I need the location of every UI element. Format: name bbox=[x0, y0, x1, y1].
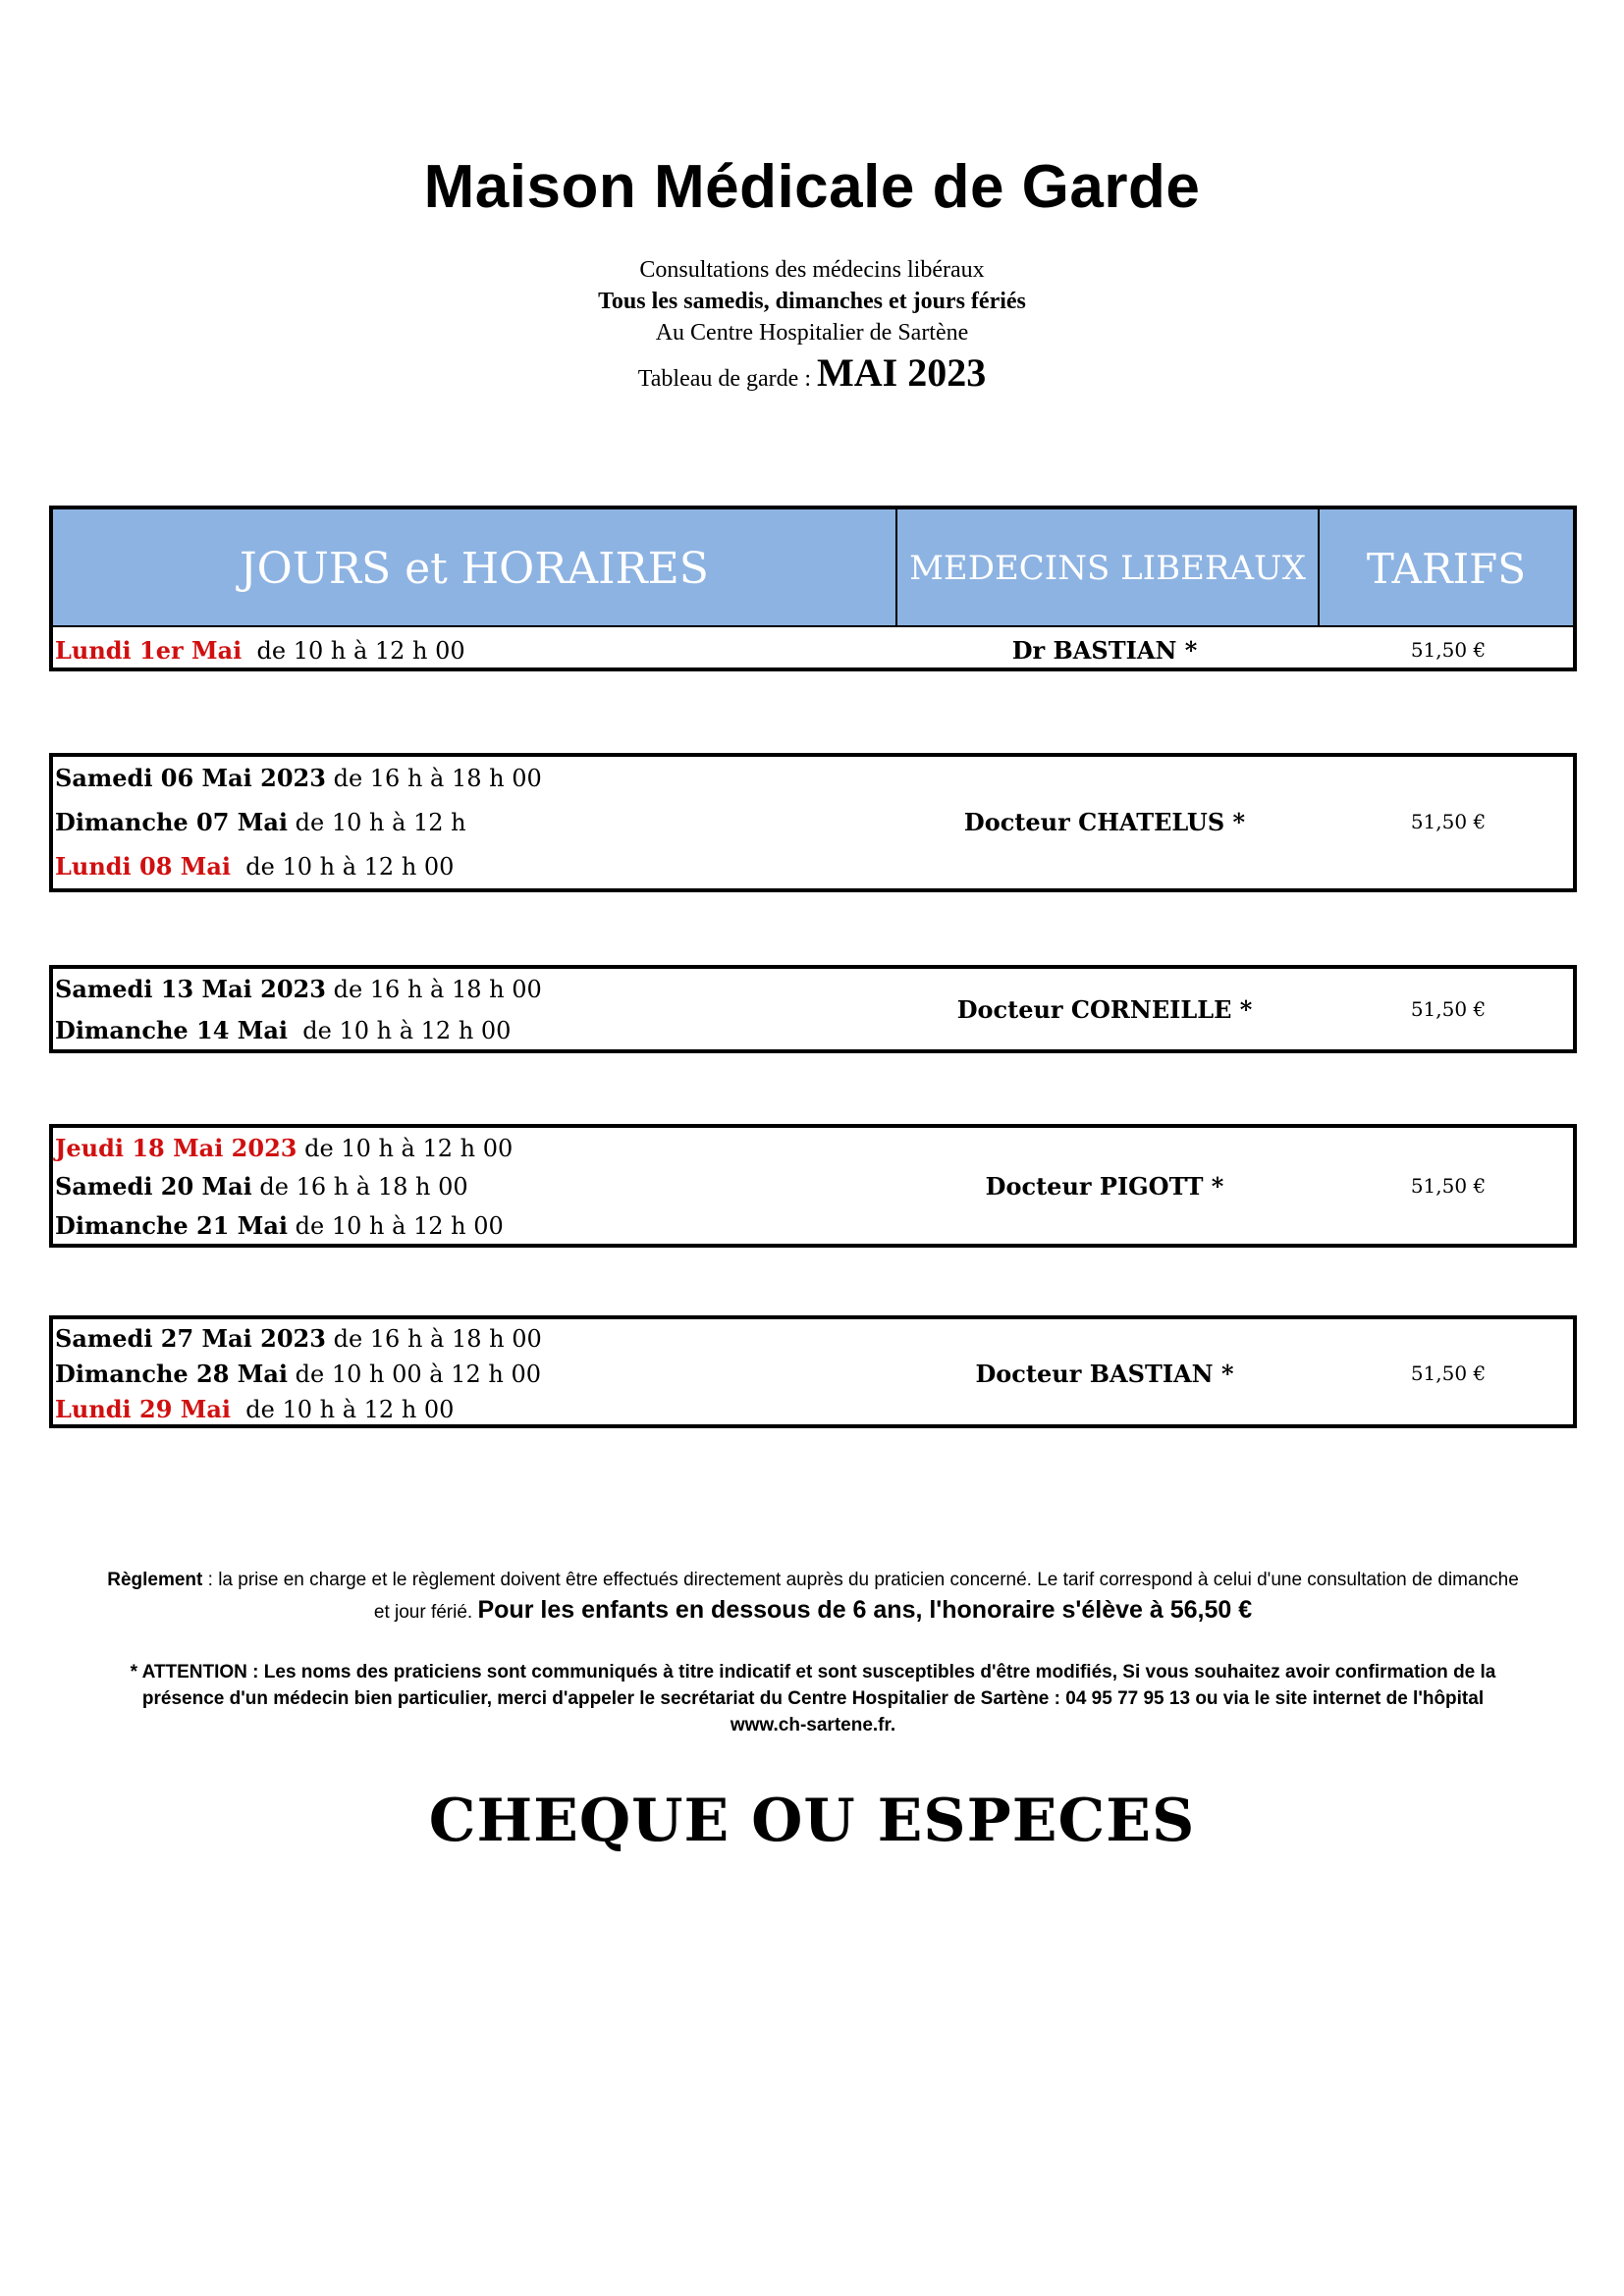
schedule-day: Samedi 20 Mai bbox=[55, 1172, 252, 1201]
schedule-time: de 10 h à 12 h 00 bbox=[288, 1017, 512, 1044]
payment-methods: CHEQUE OU ESPECES bbox=[428, 1787, 1196, 1855]
payment-note-text2: et jour férié. bbox=[373, 1602, 478, 1623]
schedule-time: de 10 h à 12 h 00 bbox=[231, 853, 455, 881]
tarif-value: 51,50 € bbox=[1410, 1362, 1487, 1385]
schedule-line bbox=[55, 764, 542, 792]
schedule-time: de 10 h à 12 h 00 bbox=[231, 1396, 455, 1423]
schedule-day: Lundi 29 Mai bbox=[55, 1395, 232, 1423]
schedule-time: de 10 h à 12 h 00 bbox=[288, 1212, 504, 1240]
schedule-time: de 10 h 00 à 12 h 00 bbox=[288, 1361, 541, 1388]
schedule-time: de 16 h à 18 h 00 bbox=[251, 1173, 468, 1201]
tarif-value: 51,50 € bbox=[1410, 997, 1487, 1021]
schedule-line bbox=[55, 636, 465, 665]
payment-note-line2 bbox=[49, 1595, 1577, 1628]
schedule-day: Dimanche 28 Mai bbox=[55, 1360, 288, 1388]
column-header-days: JOURS et HORAIRES bbox=[53, 509, 897, 627]
doctor-name: Docteur BASTIAN * bbox=[975, 1360, 1234, 1388]
schedule-line bbox=[55, 1016, 511, 1044]
attention-note bbox=[69, 1659, 1557, 1738]
schedule-line bbox=[55, 975, 542, 1003]
payment-note-line1 bbox=[49, 1566, 1577, 1595]
schedule-day: Lundi 1er Mai bbox=[55, 636, 243, 665]
schedule-line bbox=[55, 1172, 468, 1201]
tarif-value: 51,50 € bbox=[1410, 1174, 1487, 1198]
schedule-time: de 10 h à 12 h 00 bbox=[242, 637, 465, 665]
doctor-name: Docteur CORNEILLE * bbox=[956, 995, 1253, 1024]
header-divider bbox=[53, 625, 1573, 627]
schedule-day: Dimanche 07 Mai bbox=[55, 808, 288, 836]
column-header-doctors: MEDECINS LIBERAUX bbox=[897, 509, 1320, 627]
payment-note bbox=[49, 1566, 1577, 1628]
schedule-day: Lundi 08 Mai bbox=[55, 852, 232, 881]
payment-note-text: : la prise en charge et le règlement doivent être effectués directement auprès du praticien concerné. Le tarif correspond à celui d'une consultation de dimanche bbox=[202, 1570, 1519, 1590]
schedule-line bbox=[55, 1395, 454, 1423]
schedule-line bbox=[55, 1211, 504, 1240]
attention-line2: présence d'un médecin bien particulier, merci d'appeler le secrétariat du Centre Hospitalier de Sartène : 04 95 77 95 13 ou via le site internet de l'hôpital bbox=[141, 1688, 1485, 1709]
page-title: Maison Médicale de Garde bbox=[423, 153, 1201, 221]
subtitle-consultations: Consultations des médecins libéraux bbox=[639, 257, 985, 283]
schedule-day: Samedi 06 Mai 2023 bbox=[55, 764, 326, 792]
schedule-month-prefix: Tableau de garde : bbox=[637, 366, 817, 392]
schedule-month: MAI 2023 bbox=[817, 350, 987, 395]
schedule-day: Dimanche 21 Mai bbox=[55, 1211, 288, 1240]
column-header-tarifs: TARIFS bbox=[1320, 509, 1573, 627]
schedule-time: de 10 h à 12 h bbox=[288, 809, 466, 836]
schedule-line bbox=[55, 852, 454, 881]
payment-note-label: Règlement bbox=[107, 1570, 203, 1590]
schedule-line bbox=[55, 808, 466, 836]
schedule-time: de 16 h à 18 h 00 bbox=[325, 976, 542, 1003]
tarif-value: 51,50 € bbox=[1410, 810, 1487, 833]
schedule-day: Samedi 13 Mai 2023 bbox=[55, 975, 326, 1003]
schedule-day: Jeudi 18 Mai 2023 bbox=[55, 1134, 298, 1162]
attention-website: www.ch-sartene.fr. bbox=[730, 1715, 896, 1735]
schedule-day: Dimanche 14 Mai bbox=[55, 1016, 288, 1044]
subtitle-hospital: Au Centre Hospitalier de Sartène bbox=[655, 320, 969, 346]
schedule-time: de 16 h à 18 h 00 bbox=[325, 1325, 542, 1353]
schedule-line bbox=[55, 1360, 541, 1388]
schedule-day: Samedi 27 Mai 2023 bbox=[55, 1324, 326, 1353]
doctor-name: Docteur PIGOTT * bbox=[985, 1172, 1224, 1201]
subtitle-days: Tous les samedis, dimanches et jours fériés bbox=[598, 289, 1026, 314]
schedule-line bbox=[55, 1324, 542, 1353]
doctor-name: Docteur CHATELUS * bbox=[963, 808, 1246, 836]
tarif-value: 51,50 € bbox=[1410, 638, 1487, 662]
schedule-line bbox=[55, 1134, 513, 1162]
doctor-name: Dr BASTIAN * bbox=[1011, 636, 1198, 665]
schedule-time: de 16 h à 18 h 00 bbox=[325, 765, 542, 792]
schedule-time: de 10 h à 12 h 00 bbox=[297, 1135, 514, 1162]
children-fee-note: Pour les enfants en dessous de 6 ans, l'honoraire s'élève à 56,50 € bbox=[477, 1596, 1253, 1624]
schedule-month-line bbox=[0, 349, 1624, 396]
attention-line1: * ATTENTION : Les noms des praticiens sont communiqués à titre indicatif et sont susceptibles d'être modifiés, Si vous souhaitez avoir confirmation de la bbox=[130, 1662, 1496, 1682]
